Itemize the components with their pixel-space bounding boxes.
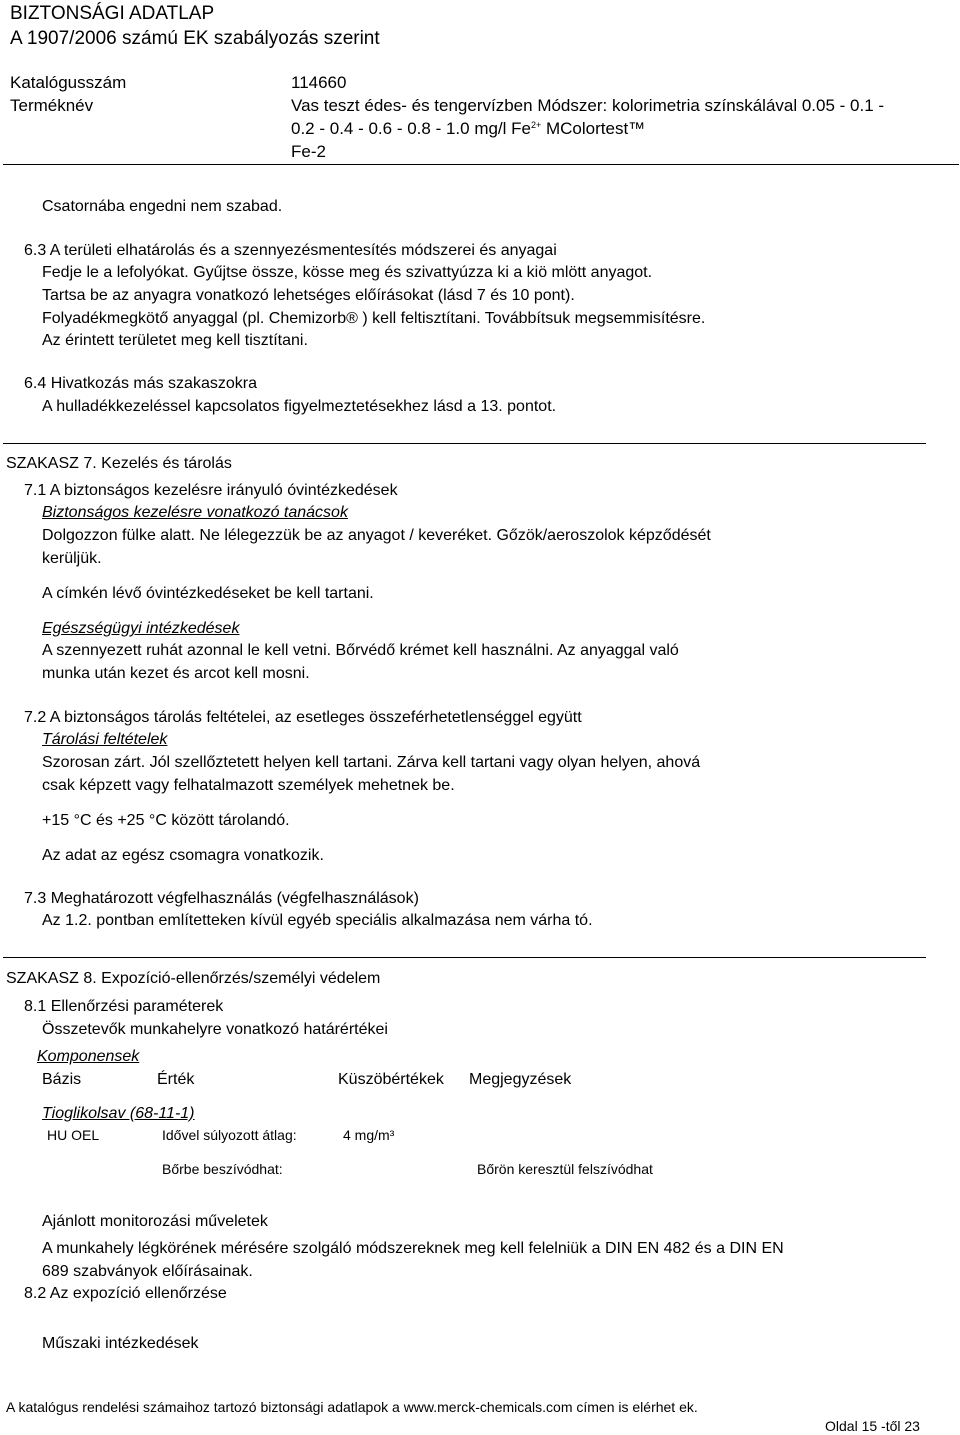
section-8-title: SZAKASZ 8. Expozíció-ellenőrzés/személyi védelem	[6, 970, 381, 987]
product-name-line2-b: MColortest™	[541, 119, 646, 138]
components-label: Komponensek	[37, 1048, 140, 1065]
header-divider	[3, 164, 959, 165]
section-7-divider	[3, 443, 926, 444]
text-6-3-line1: Fedje le a lefolyókat. Gyűjtse össze, kösse meg és szivattyúzza ki a kiö mlött anyagot.	[42, 264, 653, 281]
row2-remark: Bőrön keresztül felszívódhat	[477, 1161, 653, 1177]
heading-6-3: 6.3 A területi elhatárolás és a szennyezésmentesítés módszerei és anyagai	[24, 242, 557, 259]
product-name-line2-a: 0.2 - 0.4 - 0.6 - 0.8 - 1.0 mg/l Fe	[291, 119, 531, 138]
text-7-1-label: A címkén lévő óvintézkedéseket be kell tartani.	[42, 585, 374, 602]
text-storage-package: Az adat az egész csomagra vonatkozik.	[42, 847, 324, 864]
heading-8-2: 8.2 Az expozíció ellenőrzése	[24, 1285, 227, 1302]
column-value: Érték	[157, 1071, 195, 1088]
page-number: Oldal 15 -től 23	[825, 1418, 920, 1434]
text-7-1-line1: Dolgozzon fülke alatt. Ne lélegezzük be az anyagot / keveréket. Gőzök/aeroszolok képződését	[42, 527, 711, 544]
section-7-title: SZAKASZ 7. Kezelés és tárolás	[6, 455, 232, 472]
column-threshold: Küszöbértékek	[338, 1071, 444, 1088]
heading-7-2: 7.2 A biztonságos tárolás feltételei, az esetleges összeférhetetlenséggel együtt	[24, 709, 582, 726]
row2-value: Bőrbe beszívódhat:	[162, 1161, 283, 1177]
row1-basis: HU OEL	[47, 1127, 100, 1143]
text-storage-line1: Szorosan zárt. Jól szellőztetett helyen kell tartani. Zárva kell tartani vagy olyan helyen, ahová	[42, 754, 701, 771]
product-name-line3: Fe-2	[291, 142, 326, 161]
product-name-line2	[291, 118, 645, 140]
subheading-safe-handling: Biztonságos kezelésre vonatkozó tanácsok	[42, 504, 348, 521]
heading-technical-measures: Műszaki intézkedések	[42, 1335, 199, 1352]
column-basis: Bázis	[42, 1071, 82, 1088]
text-hygiene-line1: A szennyezett ruhát azonnal le kell vetni. Bőrvédő krémet kell használni. Az anyaggal való	[42, 642, 679, 659]
text-7-1-line2: kerüljük.	[42, 550, 102, 567]
heading-8-1: 8.1 Ellenőrzési paraméterek	[24, 998, 224, 1015]
row1-threshold: 4 mg/m³	[343, 1127, 395, 1143]
text-hygiene-line2: munka után kezet és arcot kell mosni.	[42, 665, 310, 682]
text-6-3-line3: Folyadékmegkötő anyaggal (pl. Chemizorb® ) kell feltisztítani. Továbbítsuk megsemmisítésre.	[42, 310, 706, 327]
text-6-4: A hulladékkezeléssel kapcsolatos figyelmeztetésekhez lásd a 13. pontot.	[42, 398, 557, 415]
subheading-hygiene: Egészségügyi intézkedések	[42, 620, 240, 637]
heading-7-1: 7.1 A biztonságos kezelésre irányuló óvintézkedések	[24, 482, 398, 499]
footer-note: A katalógus rendelési számaihoz tartozó biztonsági adatlapok a www.merck-chemicals.com címen is elérhet ek.	[6, 1399, 698, 1415]
catalog-value: 114660	[291, 73, 347, 92]
regulation-line: A 1907/2006 számú EK szabályozás szerint	[10, 28, 380, 49]
heading-monitoring: Ajánlott monitorozási műveletek	[42, 1213, 268, 1230]
text-storage-line2: csak képzett vagy felhatalmazott személyek mehetnek be.	[42, 777, 455, 794]
document-title: BIZTONSÁGI ADATLAP	[10, 3, 215, 24]
text-monitoring-line1: A munkahely légkörének mérésére szolgáló módszereknek meg kell felelniük a DIN EN 482 és a DIN EN	[42, 1240, 784, 1257]
product-name-line1: Vas teszt édes- és tengervízben Módszer: kolorimetria színskálával 0.05 - 0.1 -	[291, 96, 885, 115]
product-name-superscript: 2+	[531, 120, 542, 130]
column-remarks: Megjegyzések	[469, 1071, 572, 1088]
heading-7-3: 7.3 Meghatározott végfelhasználás (végfelhasználások)	[24, 890, 419, 907]
heading-exposure-limits: Összetevők munkahelyre vonatkozó határértékei	[42, 1021, 388, 1038]
text-7-3: Az 1.2. pontban említetteken kívül egyéb speciális alkalmazása nem várha tó.	[42, 912, 593, 929]
row1-value: Idővel súlyozott átlag:	[162, 1127, 297, 1143]
text-monitoring-line2: 689 szabványok előírásainak.	[42, 1263, 253, 1280]
heading-6-4: 6.4 Hivatkozás más szakaszokra	[24, 375, 257, 392]
substance-name: Tioglikolsav (68-11-1)	[42, 1105, 195, 1122]
catalog-label: Katalógusszám	[10, 73, 127, 92]
text-storage-temperature: +15 °C és +25 °C között tárolandó.	[42, 812, 290, 829]
subheading-storage: Tárolási feltételek	[42, 731, 168, 748]
product-label: Terméknév	[10, 96, 94, 115]
text-6-3-line2: Tartsa be az anyagra vonatkozó lehetséges előírásokat (lásd 7 és 10 pont).	[42, 287, 575, 304]
text-6-3-line4: Az érintett területet meg kell tisztítani.	[42, 332, 308, 349]
section-8-divider	[3, 957, 926, 958]
drain-warning: Csatornába engedni nem szabad.	[42, 198, 283, 215]
